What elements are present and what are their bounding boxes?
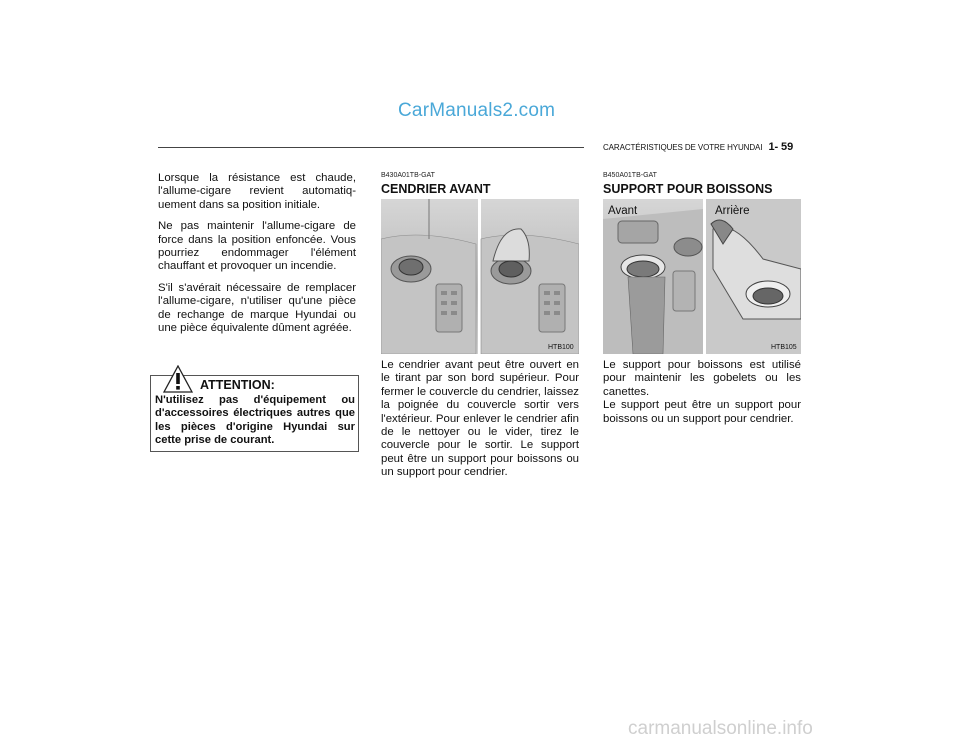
cupholder-illustration: [603, 199, 801, 354]
header-rule: [158, 147, 584, 148]
section-title: CENDRIER AVANT: [381, 182, 491, 196]
figure-code: HTB100: [548, 344, 574, 351]
figure-code: HTB105: [771, 344, 797, 351]
cupholder-photo: [603, 199, 801, 354]
ashtray-illustration: [381, 199, 579, 354]
cupholder-description: Le support pour boissons est utilisé pour maintenir les gobelets ou les canettes. Le support peut être un support pour boissons ou un support pour cendrier.: [603, 359, 801, 425]
chapter-title: CARACTÉRISTIQUES DE VOTRE HYUNDAI: [603, 143, 763, 152]
ashtray-description: Le cendrier avant peut être ouvert en le tirant par son bord supérieur. Pour fermer le couvercle du cendrier, laissez la poignée du couvercle sortir vers l'extérieur. Pour enlever le cendrier afin de le nettoyer ou le vider, tirez le couvercle pour le sortir. Le support peut être un support pour boissons ou un support pour cendrier.: [381, 359, 579, 479]
section-title: SUPPORT POUR BOISSONS: [603, 182, 773, 196]
ashtray-photo: [381, 199, 579, 354]
site-logo: CarManuals2.com: [398, 100, 556, 121]
warning-body: N'utilisez pas d'équipement ou d'accessoires électriques autres que les pièces d'origine Hyundai sur cette prise de courant.: [155, 394, 355, 447]
warning-triangle-icon: [163, 365, 193, 393]
label-rear: Arrière: [715, 205, 750, 217]
label-front: Avant: [608, 205, 638, 217]
running-header: [603, 141, 793, 153]
paragraph: S'il s'avérait nécessaire de remplacer l'allume-cigare, n'utiliser qu'une pièce de rechange de marque Hyundai ou une pièce équivalente dûment agréée.: [158, 281, 356, 335]
page-number: 1- 59: [768, 141, 794, 153]
section-code: B450A01TB-GAT: [603, 172, 657, 179]
footer-watermark: carmanualsonline.info: [628, 718, 813, 739]
left-column-text: [158, 172, 356, 343]
warning-title: ATTENTION:: [200, 378, 275, 392]
section-code: B430A01TB-GAT: [381, 172, 435, 179]
paragraph: Lorsque la résistance est chaude, l'allume-cigare revient automatiq-uement dans sa position initiale.: [158, 172, 356, 211]
paragraph: Ne pas maintenir l'allume-cigare de force dans la position enfoncée. Vous pourriez endommager l'élément chauffant et provoquer un incendie.: [158, 220, 356, 273]
